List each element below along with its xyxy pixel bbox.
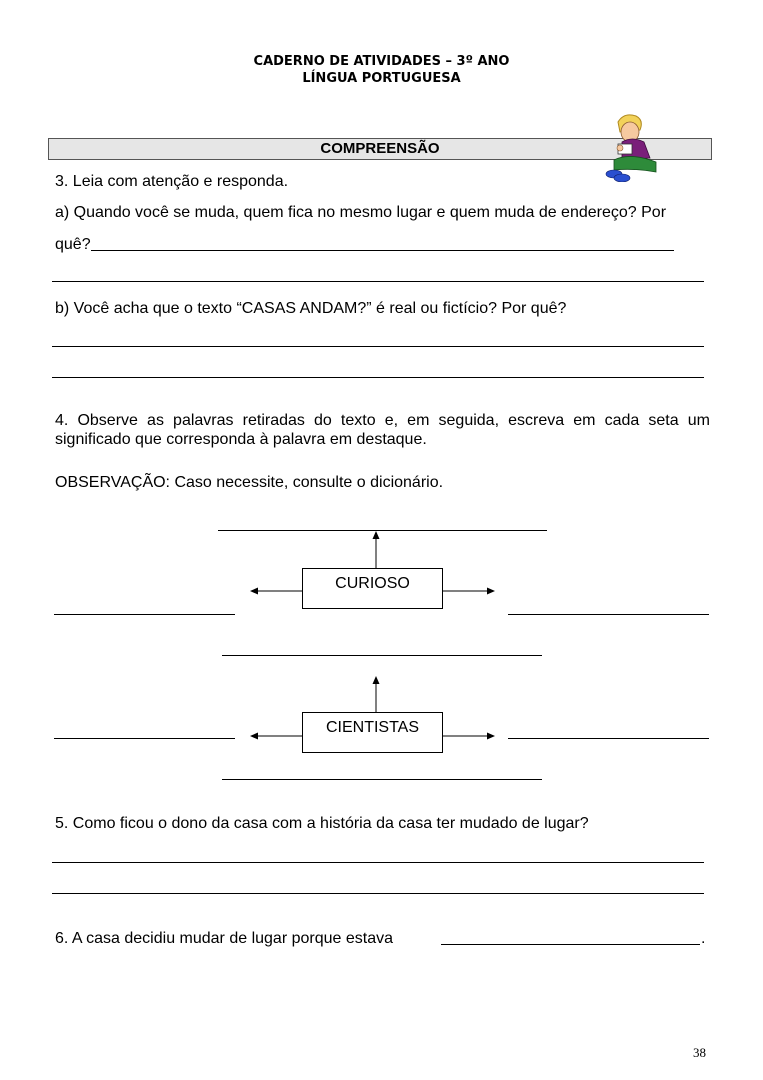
word-curioso: CURIOSO <box>335 575 410 592</box>
page-number: 38 <box>693 1045 706 1060</box>
q3-a-line1: a) Quando você se muda, quem fica no mesmo lugar e quem muda de endereço? Por <box>55 204 667 221</box>
answer-line[interactable] <box>52 346 704 347</box>
q6-period: . <box>701 930 706 947</box>
boy-reading-icon <box>600 112 664 182</box>
arrow-left-icon <box>250 729 303 743</box>
answer-line[interactable] <box>52 893 704 894</box>
answer-line-bottom[interactable] <box>222 779 542 780</box>
answer-line[interactable] <box>52 862 704 863</box>
q3-b-text: b) Você acha que o texto “CASAS ANDAM?” é real ou fictício? Por quê? <box>55 300 567 317</box>
answer-line[interactable] <box>52 377 704 378</box>
answer-line[interactable] <box>91 250 674 251</box>
answer-line-left[interactable] <box>54 738 235 739</box>
header-subtitle: LÍNGUA PORTUGUESA <box>302 71 461 86</box>
header-title: CADERNO DE ATIVIDADES – 3º ANO <box>253 54 510 69</box>
q3-intro: 3. Leia com atenção e responda. <box>55 173 289 190</box>
answer-line-right[interactable] <box>508 614 709 615</box>
q3-a-line2: quê? <box>55 236 91 253</box>
arrow-right-icon <box>442 729 496 743</box>
word-box-curioso <box>302 568 443 609</box>
answer-line[interactable] <box>52 281 704 282</box>
answer-line-left[interactable] <box>54 614 235 615</box>
word-box-cientistas <box>302 712 443 753</box>
answer-line[interactable] <box>441 944 700 945</box>
q4-text: 4. Observe as palavras retiradas do texto e, em seguida, escreva em cada seta um significado que corresponda à palavra em destaque. <box>55 412 710 448</box>
arrow-right-icon <box>442 584 496 598</box>
answer-line-bottom[interactable] <box>222 655 542 656</box>
answer-line-right[interactable] <box>508 738 709 739</box>
arrow-up-icon <box>369 676 383 714</box>
arrow-left-icon <box>250 584 303 598</box>
section-title: COMPREENSÃO <box>320 140 440 157</box>
word-cientistas: CIENTISTAS <box>325 719 420 736</box>
q6-text: 6. A casa decidiu mudar de lugar porque estava <box>55 930 393 947</box>
q4-note: OBSERVAÇÃO: Caso necessite, consulte o dicionário. <box>55 474 444 491</box>
arrow-up-icon <box>369 531 383 569</box>
q5-text: 5. Como ficou o dono da casa com a história da casa ter mudado de lugar? <box>55 815 589 832</box>
